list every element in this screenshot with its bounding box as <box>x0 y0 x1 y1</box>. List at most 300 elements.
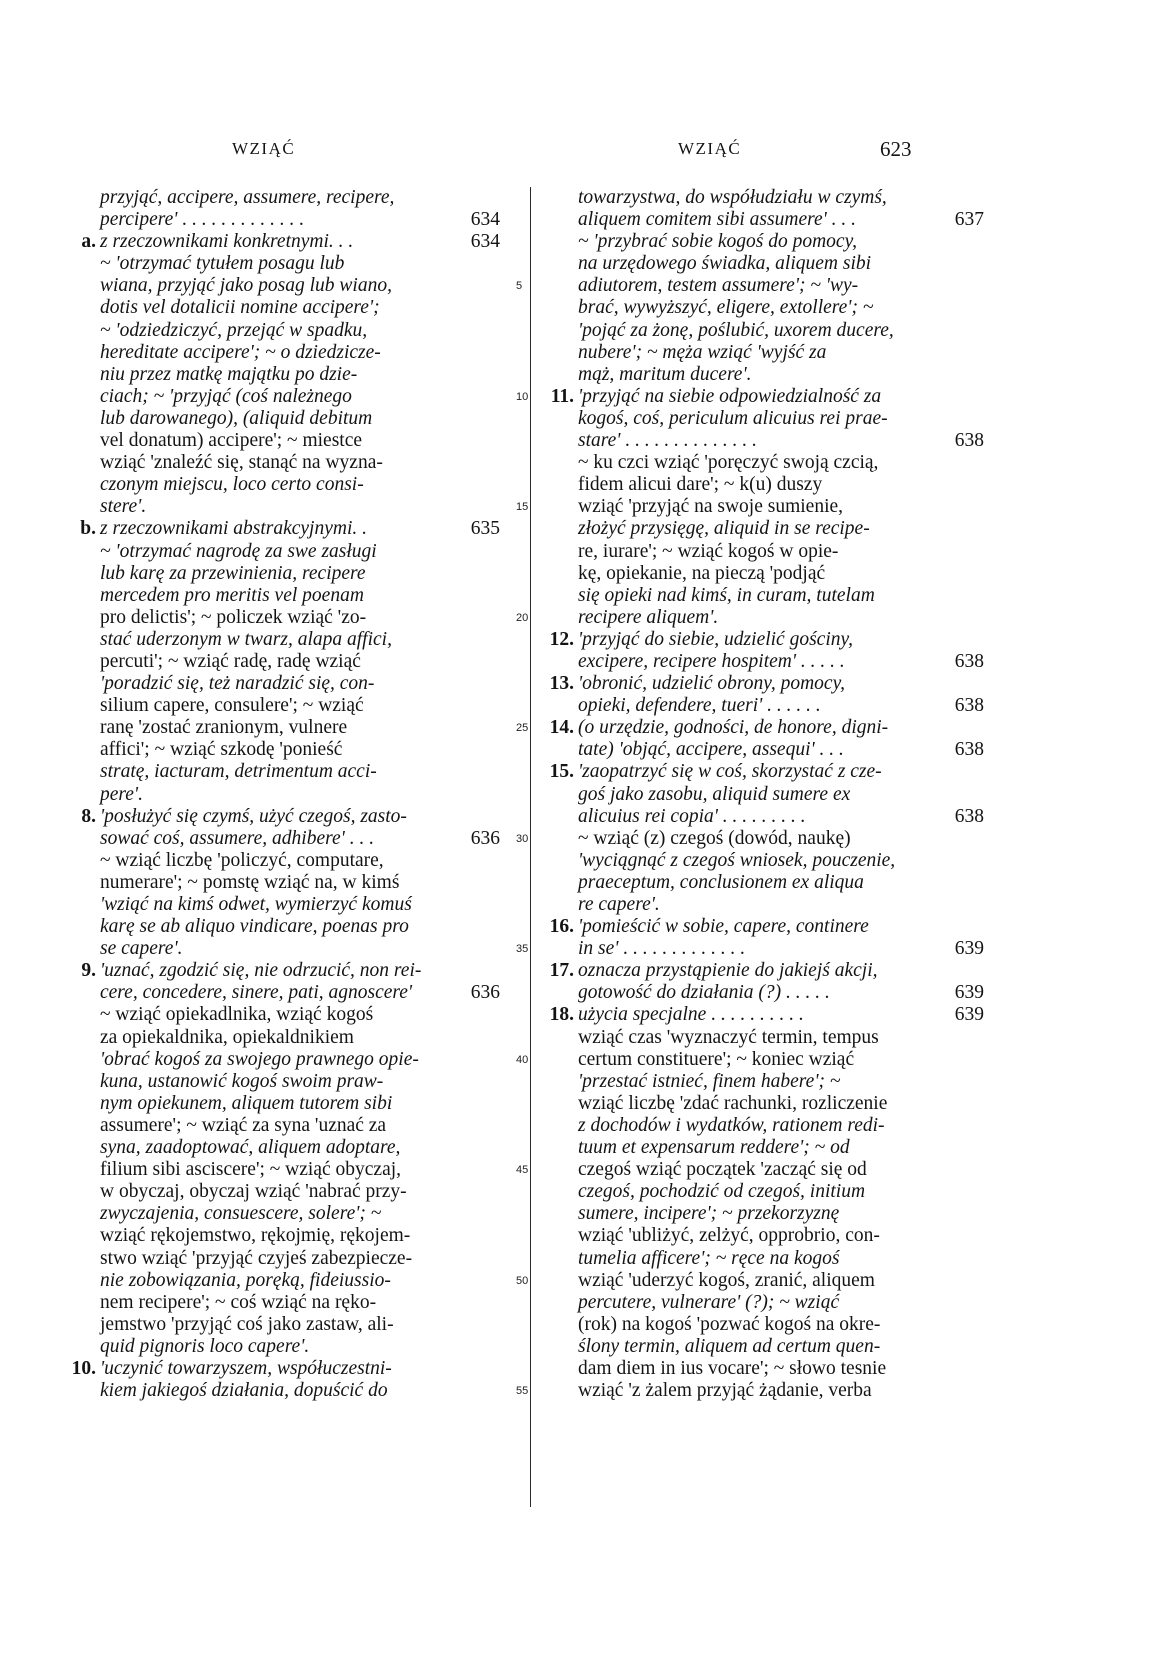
line-content: 'wziąć na kimś odwet, wymierzyć komuś <box>100 894 412 915</box>
text-line <box>578 828 984 850</box>
text-line <box>71 1357 500 1380</box>
page-reference <box>456 1027 500 1049</box>
line-text <box>100 1049 456 1071</box>
text-line <box>100 386 500 408</box>
page-reference <box>940 1248 984 1270</box>
page-reference: 637 <box>954 209 984 231</box>
page-reference <box>940 872 984 894</box>
line-content: gotowość do działania (?) . . . . . <box>578 982 830 1004</box>
page-reference <box>456 253 500 275</box>
line-content: percutere, vulnerare' (?); ~ wziąć <box>578 1291 840 1313</box>
sense-number: 17. <box>549 960 574 982</box>
text-line <box>100 342 500 364</box>
line-content: towarzystwa, do współudziału w czymś, <box>578 187 887 208</box>
line-content: percuti'; ~ wziąć radę, radę wziąć <box>100 650 361 672</box>
page-reference <box>940 1181 984 1203</box>
page-reference <box>940 275 984 297</box>
page-reference <box>940 253 984 275</box>
line-text <box>100 563 456 585</box>
line-text <box>578 1137 940 1159</box>
line-content: kogoś, coś, periculum alicuius rei prae- <box>578 407 888 429</box>
text-line <box>100 739 500 761</box>
line-text <box>100 541 456 563</box>
line-number: 20 <box>516 611 529 624</box>
line-text <box>578 1115 940 1137</box>
page-reference: 638 <box>954 650 984 672</box>
text-line <box>578 872 984 894</box>
page-reference <box>456 960 500 982</box>
text-line <box>578 1292 984 1314</box>
line-number: 5 <box>516 280 523 293</box>
text-line <box>100 673 500 695</box>
line-text <box>100 275 456 297</box>
text-line <box>578 1225 984 1247</box>
line-content: wziąć 'uderzyć kogoś, zranić, aliquem <box>578 1269 875 1291</box>
text-line <box>81 960 500 982</box>
line-content: tumelia afficere'; ~ ręce na kogoś <box>578 1247 840 1269</box>
line-text <box>578 784 940 806</box>
text-line <box>100 1159 500 1181</box>
line-content: vel donatum) accipere'; ~ miestce <box>100 430 363 452</box>
page-reference <box>940 1049 984 1071</box>
page-reference <box>456 761 500 783</box>
page-reference <box>940 761 984 783</box>
line-content: silium capere, consulere'; ~ wziąć <box>100 695 364 717</box>
line-text <box>100 1181 456 1203</box>
line-content: lub karę za przewinienia, recipere <box>100 562 366 584</box>
line-content: wziąć czas 'wyznaczyć termin, tempus <box>578 1026 879 1048</box>
line-number: 35 <box>516 943 529 956</box>
page-reference <box>940 297 984 319</box>
line-text <box>578 187 940 209</box>
page-reference <box>940 607 984 629</box>
text-line <box>100 607 500 629</box>
line-number: 40 <box>516 1053 529 1066</box>
line-content: ~ wziąć opiekadlnika, wziąć kogoś <box>100 1004 374 1026</box>
line-content: ~ 'odziedziczyć, przejąć w spadku, <box>100 319 368 341</box>
sense-number: 15. <box>549 761 574 783</box>
line-text <box>578 850 940 872</box>
page-reference <box>456 541 500 563</box>
line-content: w obyczaj, obyczaj wziąć 'nabrać przy- <box>100 1181 407 1203</box>
text-line <box>100 430 500 452</box>
page-reference <box>456 916 500 938</box>
line-text <box>71 1357 456 1380</box>
line-text <box>578 430 940 452</box>
page-reference <box>940 231 984 253</box>
page-reference <box>456 1049 500 1071</box>
text-line <box>578 607 984 629</box>
page-reference <box>940 585 984 607</box>
text-line <box>100 1137 500 1159</box>
text-line <box>578 1137 984 1159</box>
page-reference <box>456 342 500 364</box>
text-line <box>578 187 984 209</box>
text-line <box>549 960 984 982</box>
line-text <box>578 297 940 319</box>
line-content: 'pomieścić w sobie, capere, continere <box>578 916 869 938</box>
line-text <box>100 761 456 783</box>
line-text <box>100 982 456 1004</box>
page-reference <box>940 960 984 982</box>
line-text <box>100 1225 456 1247</box>
page-reference <box>456 386 500 408</box>
line-content: wziąć 'przyjąć na swoje sumienie, <box>578 496 844 518</box>
line-content: re capere'. <box>578 894 660 915</box>
line-content: 'uczynić towarzyszem, współuczestni- <box>100 1357 392 1379</box>
page-reference <box>456 1115 500 1137</box>
line-number: 30 <box>516 832 529 845</box>
line-content: kiem jakiegoś działania, dopuścić do <box>100 1380 388 1402</box>
page-reference <box>940 1358 984 1380</box>
text-line <box>100 364 500 386</box>
line-text <box>100 342 456 364</box>
text-line <box>100 761 500 783</box>
line-text <box>100 607 456 629</box>
line-number: 15 <box>516 501 529 514</box>
sense-number: 8. <box>81 805 96 827</box>
sense-number: 13. <box>549 673 574 695</box>
line-text <box>578 894 940 916</box>
line-content: assumere'; ~ wziąć za syna 'uznać za <box>100 1114 387 1136</box>
line-content: mercedem pro meritis vel poenam <box>100 584 364 606</box>
line-text <box>549 960 940 982</box>
text-line <box>100 1093 500 1115</box>
line-content: ~ 'przybrać sobie kogoś do pomocy, <box>578 231 858 253</box>
text-line <box>100 1225 500 1247</box>
line-text <box>578 607 940 629</box>
text-line <box>578 1358 984 1380</box>
line-content: nym opiekunem, aliquem tutorem sibi <box>100 1092 393 1114</box>
page-reference: 639 <box>954 938 984 960</box>
text-line <box>578 320 984 342</box>
line-text <box>81 231 456 253</box>
line-text <box>81 805 456 828</box>
line-content: sumere, incipere'; ~ przekorzyznę <box>578 1203 840 1225</box>
line-number: 45 <box>516 1164 529 1177</box>
text-line <box>80 518 500 540</box>
line-content: wziąć 'ubliżyć, zelżyć, opprobrio, con- <box>578 1225 880 1247</box>
text-line <box>578 1093 984 1115</box>
sense-number: 10. <box>71 1357 96 1379</box>
line-text <box>578 1314 940 1336</box>
line-text <box>578 518 940 540</box>
text-line <box>100 1049 500 1071</box>
text-line <box>578 297 984 319</box>
line-number: 10 <box>516 390 529 403</box>
line-text <box>578 651 940 673</box>
line-text <box>578 1292 940 1314</box>
text-line <box>578 1159 984 1181</box>
line-content: se capere'. <box>100 938 183 960</box>
line-text <box>100 585 456 607</box>
line-text <box>578 1203 940 1225</box>
line-text <box>549 761 940 783</box>
line-number: 25 <box>516 722 529 735</box>
line-content: re, iurare'; ~ wziąć kogoś w opie- <box>578 540 839 562</box>
page-reference <box>456 607 500 629</box>
line-content: z dochodów i wydatków, rationem redi- <box>578 1114 885 1136</box>
text-line <box>100 253 500 275</box>
page-reference <box>456 1314 500 1336</box>
page-reference <box>456 1071 500 1093</box>
text-line <box>549 1004 984 1026</box>
line-content: brać, wywyższyć, eligere, extollere'; ~ <box>578 297 874 319</box>
sense-number: 11. <box>550 385 574 407</box>
line-content: nem recipere'; ~ coś wziąć na ręko- <box>100 1291 377 1313</box>
text-line <box>100 275 500 297</box>
line-text <box>80 518 456 540</box>
line-content: pere'. <box>100 783 143 805</box>
line-content: cere, concedere, sinere, pati, agnoscere' <box>100 982 413 1004</box>
text-line <box>100 938 500 960</box>
line-content: 'wyciągnąć z czegoś wniosek, pouczenie, <box>578 849 896 871</box>
line-text <box>100 1336 456 1358</box>
page-reference <box>456 872 500 894</box>
line-content: złożyć przysięgę, aliquid in se recipe- <box>578 518 870 540</box>
sense-number: b. <box>80 518 96 540</box>
page-reference <box>940 1093 984 1115</box>
line-content: excipere, recipere hospitem' . . . . . <box>578 650 845 672</box>
line-text <box>549 628 940 651</box>
line-content: czegoś wziąć początek 'zacząć się od <box>578 1159 867 1181</box>
page-reference <box>456 894 500 916</box>
line-text <box>578 695 940 717</box>
line-text <box>100 408 456 430</box>
line-content: (rok) na kogoś 'pozwać kogoś na okre- <box>578 1313 881 1335</box>
line-content: dam diem in ius vocare'; ~ słowo tesnie <box>578 1357 887 1379</box>
line-text <box>100 297 456 319</box>
line-text <box>100 187 456 209</box>
text-line <box>100 474 500 496</box>
line-number: 55 <box>516 1385 529 1398</box>
line-content: ranę 'zostać zranionym, vulnere <box>100 717 348 739</box>
text-line <box>549 628 984 651</box>
text-line <box>578 1115 984 1137</box>
text-line <box>100 916 500 938</box>
text-line <box>100 872 500 894</box>
line-content: filium sibi asciscere'; ~ wziąć obyczaj, <box>100 1159 402 1181</box>
line-text <box>578 1049 940 1071</box>
page-reference <box>940 1380 984 1402</box>
page-reference <box>940 541 984 563</box>
line-text <box>100 209 456 231</box>
page-reference <box>456 1159 500 1181</box>
text-line <box>100 1336 500 1358</box>
line-content: zwyczajenia, consuescere, solere'; ~ <box>100 1203 382 1225</box>
text-line <box>100 541 500 563</box>
line-text <box>578 1027 940 1049</box>
line-content: na urzędowego świadka, aliquem sibi <box>578 253 872 275</box>
text-line <box>100 894 500 916</box>
line-text <box>100 629 456 651</box>
line-content: jemstwo 'przyjąć coś jako zastaw, ali- <box>100 1313 394 1335</box>
line-text <box>100 430 456 452</box>
line-text <box>100 1248 456 1270</box>
text-line <box>100 452 500 474</box>
line-text <box>100 496 456 518</box>
text-line <box>100 1071 500 1093</box>
line-number: 50 <box>516 1274 529 1287</box>
line-content: wziąć rękojemstwo, rękojmię, rękojem- <box>100 1225 411 1247</box>
page-reference: 639 <box>954 982 984 1004</box>
text-line <box>100 982 500 1004</box>
page-reference <box>940 1292 984 1314</box>
sense-number: a. <box>81 231 96 253</box>
page-reference: 636 <box>470 827 500 849</box>
sense-number: 12. <box>549 628 574 650</box>
line-content: mąż, maritum ducere'. <box>578 363 752 385</box>
line-content: ~ 'otrzymać nagrodę za swe zasługi <box>100 540 377 562</box>
line-content: za opiekaldnika, opiekaldnikiem <box>100 1026 354 1048</box>
text-line <box>100 563 500 585</box>
text-line <box>578 1380 984 1402</box>
text-line <box>578 452 984 474</box>
line-content: syna, zaadoptować, aliquem adoptare, <box>100 1137 401 1159</box>
line-text <box>100 717 456 739</box>
text-line <box>578 739 984 761</box>
page-reference <box>940 1225 984 1247</box>
line-text <box>578 585 940 607</box>
page-reference <box>456 364 500 386</box>
page-reference: 638 <box>954 805 984 827</box>
text-line <box>100 1203 500 1225</box>
text-line <box>100 209 500 231</box>
text-line <box>578 364 984 386</box>
line-content: niu przez matkę majątku po dzie- <box>100 363 358 385</box>
page-reference <box>940 1027 984 1049</box>
line-text <box>100 474 456 496</box>
sense-number: 18. <box>549 1004 574 1026</box>
text-line <box>578 496 984 518</box>
page-reference <box>940 850 984 872</box>
text-line <box>578 275 984 297</box>
line-text <box>100 386 456 408</box>
line-content: pro delictis'; ~ policzek wziąć 'zo- <box>100 606 367 628</box>
page-reference <box>456 452 500 474</box>
sense-number: 9. <box>81 960 96 982</box>
line-text <box>578 452 940 474</box>
page-reference <box>456 1093 500 1115</box>
page-reference <box>940 784 984 806</box>
text-line <box>100 585 500 607</box>
header-left-title: WZIĄĆ <box>232 139 296 158</box>
line-text <box>81 960 456 982</box>
line-text <box>578 1248 940 1270</box>
line-text <box>100 1027 456 1049</box>
left-column <box>71 187 500 1402</box>
header-right-title: WZIĄĆ <box>678 139 742 158</box>
line-text <box>100 938 456 960</box>
text-line <box>100 1380 500 1402</box>
line-text <box>100 872 456 894</box>
line-text <box>578 496 940 518</box>
page-reference <box>456 474 500 496</box>
text-line <box>100 408 500 430</box>
line-text <box>100 1115 456 1137</box>
line-text <box>578 1093 940 1115</box>
line-text <box>578 1270 940 1292</box>
page-reference <box>940 408 984 430</box>
text-line <box>578 253 984 275</box>
page-reference <box>456 806 500 828</box>
sense-number: 14. <box>549 717 574 739</box>
line-text <box>578 209 940 231</box>
line-text <box>578 253 940 275</box>
line-content: karę se ab aliquo vindicare, poenas pro <box>100 916 409 938</box>
line-content: ~ wziąć liczbę 'policzyć, computare, <box>100 849 384 871</box>
line-content: wziąć 'z żalem przyjąć żądanie, verba <box>578 1380 872 1402</box>
text-line <box>578 1248 984 1270</box>
page-reference <box>456 1181 500 1203</box>
page-reference <box>940 1203 984 1225</box>
line-text <box>100 894 456 916</box>
sense-number: 16. <box>549 916 574 938</box>
page-reference <box>940 1270 984 1292</box>
line-text <box>100 673 456 695</box>
line-text <box>578 541 940 563</box>
page-reference <box>940 563 984 585</box>
line-text <box>100 364 456 386</box>
page-reference <box>456 1137 500 1159</box>
page-reference <box>456 739 500 761</box>
page-reference: 636 <box>470 982 500 1004</box>
text-line <box>100 784 500 806</box>
page-reference <box>456 496 500 518</box>
text-line <box>100 1027 500 1049</box>
page-reference <box>940 916 984 938</box>
page-reference <box>940 1314 984 1336</box>
line-content: z rzeczownikami abstrakcyjnymi. . <box>100 518 368 540</box>
text-line <box>578 1270 984 1292</box>
line-content: in se' . . . . . . . . . . . . . <box>578 938 746 960</box>
line-content: hereditate accipere'; ~ o dziedzicze- <box>100 341 381 363</box>
line-content: 'przyjąć na siebie odpowiedzialność za <box>578 385 882 407</box>
page-reference <box>456 1292 500 1314</box>
page-reference <box>940 518 984 540</box>
line-text <box>578 364 940 386</box>
text-line <box>100 651 500 673</box>
text-line <box>100 629 500 651</box>
text-line <box>578 563 984 585</box>
page-reference <box>456 320 500 342</box>
page-reference <box>940 717 984 739</box>
text-line <box>578 518 984 540</box>
text-line <box>578 784 984 806</box>
text-line <box>100 320 500 342</box>
line-content: alicuius rei copia' . . . . . . . . . <box>578 805 806 827</box>
line-text <box>578 1358 940 1380</box>
text-line <box>578 1049 984 1071</box>
line-content: quid pignoris loco capere'. <box>100 1335 310 1357</box>
line-content: aliquem comitem sibi assumere' . . . <box>578 209 857 231</box>
line-text <box>578 1071 940 1093</box>
text-line <box>578 541 984 563</box>
text-line <box>100 850 500 872</box>
page-reference <box>456 1248 500 1270</box>
page-reference <box>940 474 984 496</box>
line-content: lub darowanego), (aliquid debitum <box>100 407 373 429</box>
page-reference <box>456 695 500 717</box>
page-reference: 639 <box>954 1004 984 1026</box>
line-content: certum constituere'; ~ koniec wziąć <box>578 1048 855 1070</box>
text-line <box>100 187 500 209</box>
line-content: czonym miejscu, loco certo consi- <box>100 474 364 496</box>
text-line <box>578 938 984 960</box>
line-text <box>578 982 940 1004</box>
text-line <box>100 1181 500 1203</box>
line-text <box>100 850 456 872</box>
